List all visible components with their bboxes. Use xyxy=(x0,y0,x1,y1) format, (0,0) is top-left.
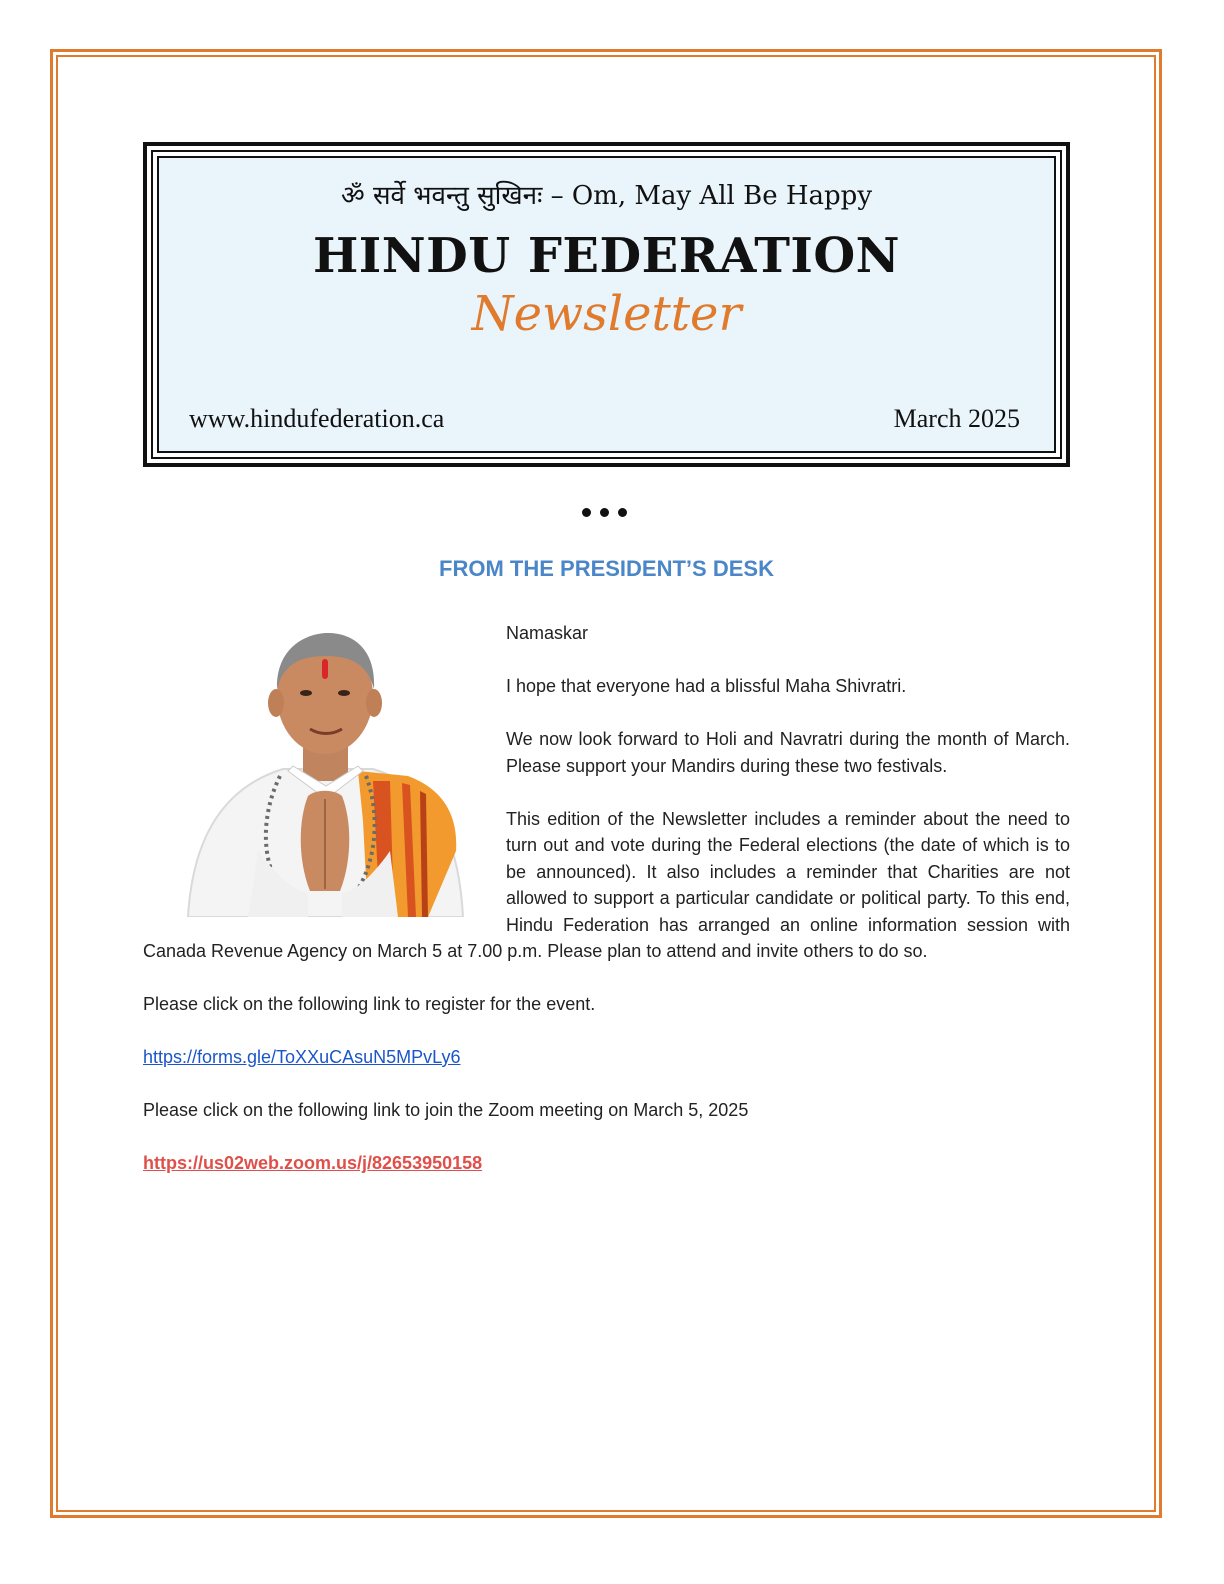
zoom-link-line xyxy=(143,1150,1070,1177)
issue-date: March 2025 xyxy=(893,404,1020,433)
separator-dot xyxy=(618,508,627,517)
separator-dot xyxy=(600,508,609,517)
paragraph-festivals: We now look forward to Holi and Navratri during the month of March. Please support your Mandirs during these two festivals. xyxy=(506,729,1070,776)
zoom-link[interactable]: https://us02web.zoom.us/j/82653950158 xyxy=(143,1153,483,1173)
masthead-frame xyxy=(151,150,1062,459)
register-prompt: Please click on the following link to register for the event. xyxy=(143,994,596,1014)
newsletter-subtitle: Newsletter xyxy=(471,286,742,342)
dot-separator xyxy=(582,508,632,518)
separator-dot xyxy=(582,508,591,517)
zoom-prompt: Please click on the following link to join the Zoom meeting on March 5, 2025 xyxy=(143,1100,749,1120)
masthead-panel xyxy=(157,156,1056,453)
paragraph-shivratri: I hope that everyone had a blissful Maha Shivratri. xyxy=(506,676,907,696)
website-url: www.hindufederation.ca xyxy=(189,404,445,433)
org-title: HINDU FEDERATION xyxy=(312,228,901,284)
letter-body xyxy=(143,620,1070,1203)
section-heading: FROM THE PRESIDENT’S DESK xyxy=(439,556,774,581)
paragraph-elections: This edition of the Newsletter includes a reminder about the need to turn out and vote during the Federal elections (the date of which is to be announced). It also includes a reminder that Charities are not allowed to support a particular candidate or political party. To this end, Hindu Federation has arranged an online information session with Canada Revenue Agency on March 5 at 7.00 p.m. Please plan to attend and invite others to do so. xyxy=(143,808,1070,961)
greeting: Namaskar xyxy=(506,623,589,643)
photo-wrap-spacer xyxy=(143,620,506,925)
register-link[interactable]: https://forms.gle/ToXXuCAsuN5MPvLy6 xyxy=(143,1047,461,1067)
register-link-line xyxy=(143,1044,1070,1071)
motto: ॐ सर्वे भवन्तु सुखिनः – Om, May All Be Happy xyxy=(340,181,873,211)
masthead xyxy=(143,142,1070,467)
